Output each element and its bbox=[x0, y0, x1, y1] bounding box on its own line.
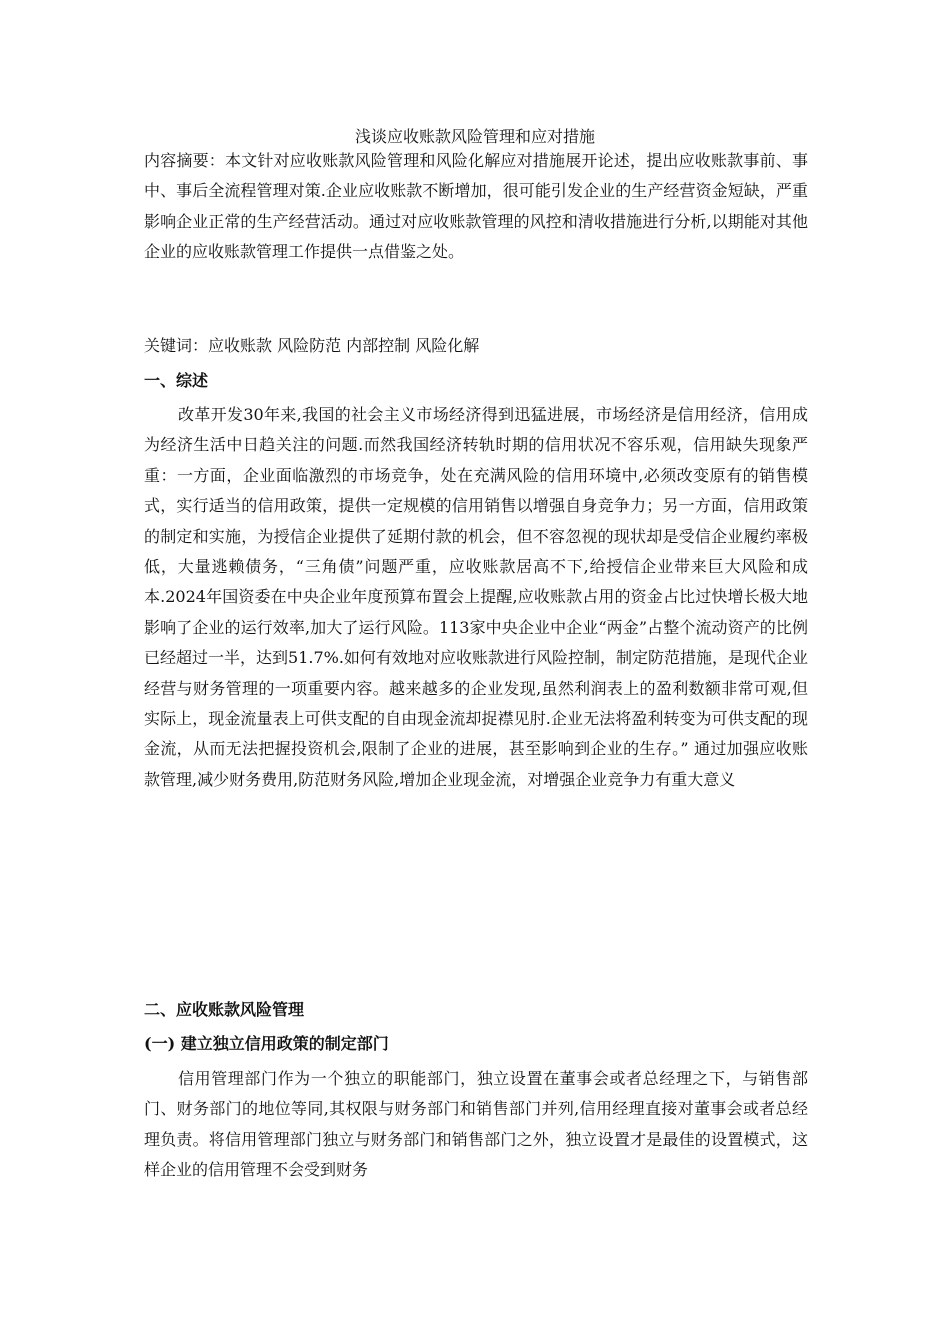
section-heading-overview: 一、综述 bbox=[144, 371, 209, 390]
overview-paragraph: 改革开发30年来,我国的社会主义市场经济得到迅猛进展，市场经济是信用经济，信用成为经济生活中日趋关注的问题.而然我国经济转轨时期的信用状况不容乐观，信用缺失现象严重：一方面，企业面临激烈的市场竞争，处在充满风险的信用环境中,必须改变原有的销售模式，实行适当的信用政策，提供一定规模的信用销售以增强自身竞争力；另一方面，信用政策的制定和实施，为授信企业提供了延期付款的机会，但不容忽视的现状却是受信企业履约率极低，大量逃赖债务，“三角债”问题严重，应收账款居高不下,给授信企业带来巨大风险和成本.2024年国资委在中央企业年度预算布置会上提醒,应收账款占用的资金占比过快增长极大地影响了企业的运行效率,加大了运行风险。113家中央企业中企业“两金”占整个流动资产的比例已经超过一半，达到51.7%.如何有效地对应收账款进行风险控制，制定防范措施，是现代企业经营与财务管理的一项重要内容。越来越多的企业发现,虽然利润表上的盈利数额非常可观,但实际上，现金流量表上可供支配的自由现金流却捉襟见肘.企业无法将盈利转变为可供支配的现金流，从而无法把握投资机会,限制了企业的进展，甚至影响到企业的生存。” 通过加强应收账款管理,减少财务费用,防范财务风险,增加企业现金流，对增强企业竞争力有重大意义 bbox=[144, 405, 808, 789]
keywords-line: 关键词：应收账款 风险防范 内部控制 风险化解 bbox=[144, 336, 480, 355]
document-title: 浅谈应收账款风险管理和应对措施 bbox=[354, 127, 595, 146]
abstract-paragraph: 内容摘要：本文针对应收账款风险管理和风险化解应对措施展开论述，提出应收账款事前、事中、事后全流程管理对策.企业应收账款不断增加，很可能引发企业的生产经营资金短缺，严重影响企业正常的生产经营活动。通过对应收账款管理的风控和清收措施进行分析,以期能对其他企业的应收账款管理工作提供一点借鉴之处。 bbox=[144, 151, 808, 262]
subsection-heading-credit-dept: (一) 建立独立信用政策的制定部门 bbox=[144, 1034, 389, 1053]
section-heading-risk-management: 二、应收账款风险管理 bbox=[144, 1000, 305, 1019]
credit-dept-paragraph: 信用管理部门作为一个独立的职能部门，独立设置在董事会或者总经理之下，与销售部门、财务部门的地位等同,其权限与财务部门和销售部门并列,信用经理直接对董事会或者总经理负责。将信用管理部门独立与财务部门和销售部门之外，独立设置才是最佳的设置模式，这样企业的信用管理不会受到财务 bbox=[144, 1069, 808, 1180]
